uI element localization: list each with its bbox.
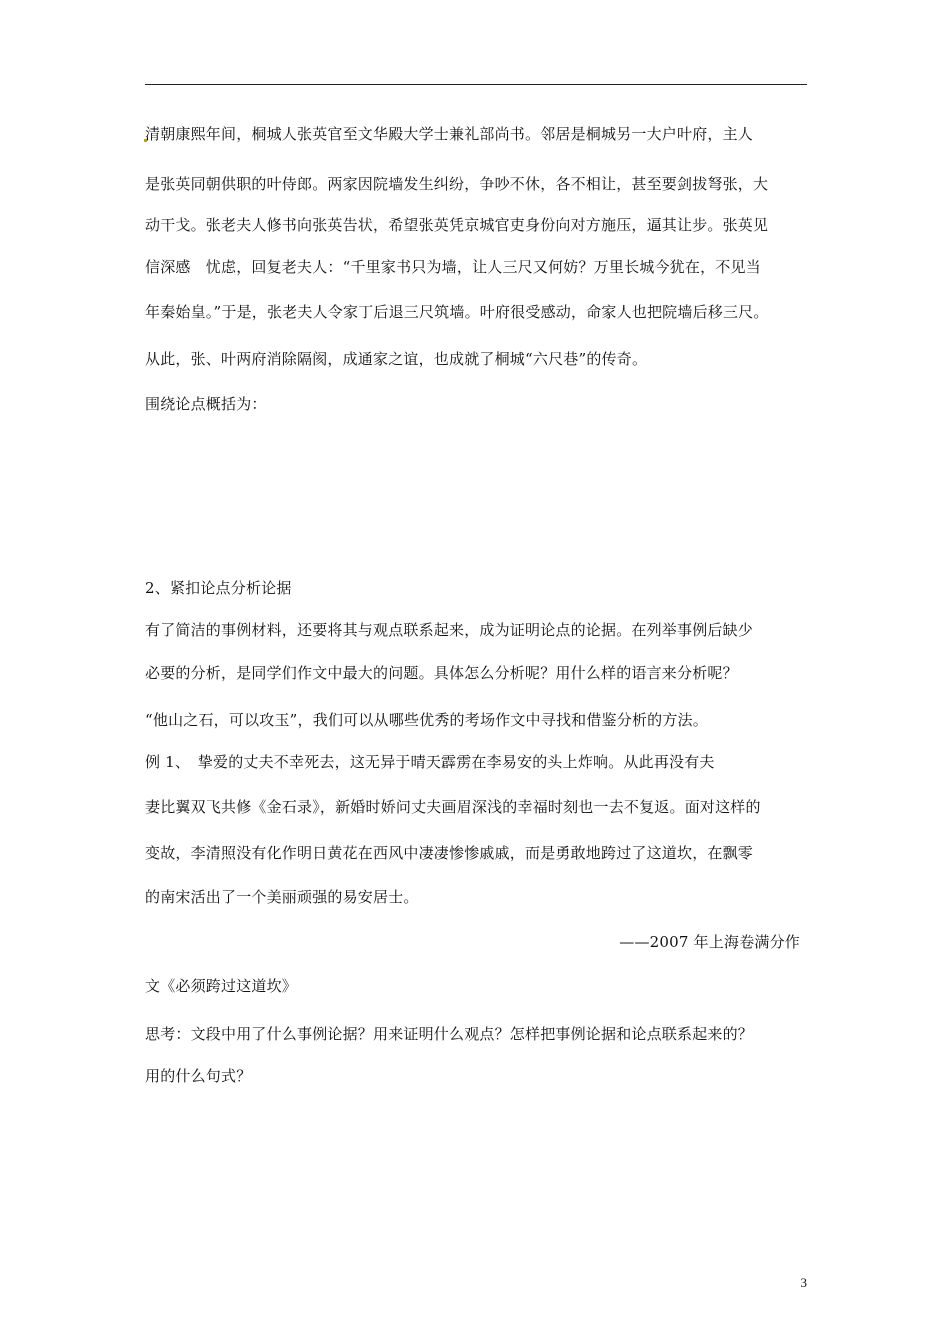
story-line: 动干戈。张老夫人修书向张英告状，希望张英凭京城官吏身份向对方施压，逼其让步。张英见 bbox=[145, 216, 769, 234]
intro-line: 必要的分析，是同学们作文中最大的问题。具体怎么分析呢？用什么样的语言来分析呢？ bbox=[145, 664, 738, 682]
source-title: 文《必须跨过这道坎》 bbox=[145, 977, 298, 995]
example-line: 妻比翼双飞共修《金石录》，新婚时娇问丈夫画眉深浅的幸福时刻也一去不复返。面对这样的 bbox=[145, 798, 761, 816]
story-line: 清朝康熙年间，桐城人张英官至文华殿大学士兼礼部尚书。邻居是桐城另一大户叶府，主人 bbox=[145, 125, 754, 143]
question-line: 思考：文段中用了什么事例论据？用来证明什么观点？怎样把事例论据和论点联系起来的？ bbox=[145, 1025, 754, 1043]
example-line: 变故，李清照没有化作明日黄花在西风中凄凄惨惨戚戚，而是勇敢地跨过了这道坎，在飘零 bbox=[145, 844, 754, 862]
header-rule bbox=[145, 84, 807, 85]
story-line: 是张英同朝供职的叶侍郎。两家因院墙发生纠纷，争吵不休，各不相让，甚至要剑拔弩张，大 bbox=[145, 175, 769, 193]
story-line: 从此，张、叶两府消除隔阂，成通家之谊，也成就了桐城“六尺巷”的传奇。 bbox=[145, 350, 648, 368]
example-line: 的南宋活出了一个美丽顽强的易安居士。 bbox=[145, 888, 419, 906]
page-number: 3 bbox=[800, 1275, 807, 1290]
question-line: 用的什么句式？ bbox=[145, 1067, 252, 1085]
section-heading: 2、紧扣论点分析论据 bbox=[145, 579, 292, 597]
story-line: 年秦始皇。”于是，张老夫人令家丁后退三尺筑墙。叶府很受感动，命家人也把院墙后移三尺。 bbox=[145, 303, 769, 321]
intro-line: 有了简洁的事例材料，还要将其与观点联系起来，成为证明论点的论据。在列举事例后缺少 bbox=[145, 621, 754, 639]
intro-line: “他山之石，可以攻玉”，我们可以从哪些优秀的考场作文中寻找和借鉴分析的方法。 bbox=[145, 711, 708, 729]
example-line: 例 1、 挚爱的丈夫不幸死去，这无异于晴天霹雳在李易安的头上炸响。从此再没有夫 bbox=[145, 753, 715, 771]
summary-prompt: 围绕论点概括为： bbox=[145, 395, 267, 413]
source-attribution: ——2007 年上海卷满分作 bbox=[619, 933, 800, 951]
story-line: 信深感 忧虑，回复老夫人：“千里家书只为墙，让人三尺又何妨？万里长城今犹在，不见当 bbox=[145, 258, 761, 276]
